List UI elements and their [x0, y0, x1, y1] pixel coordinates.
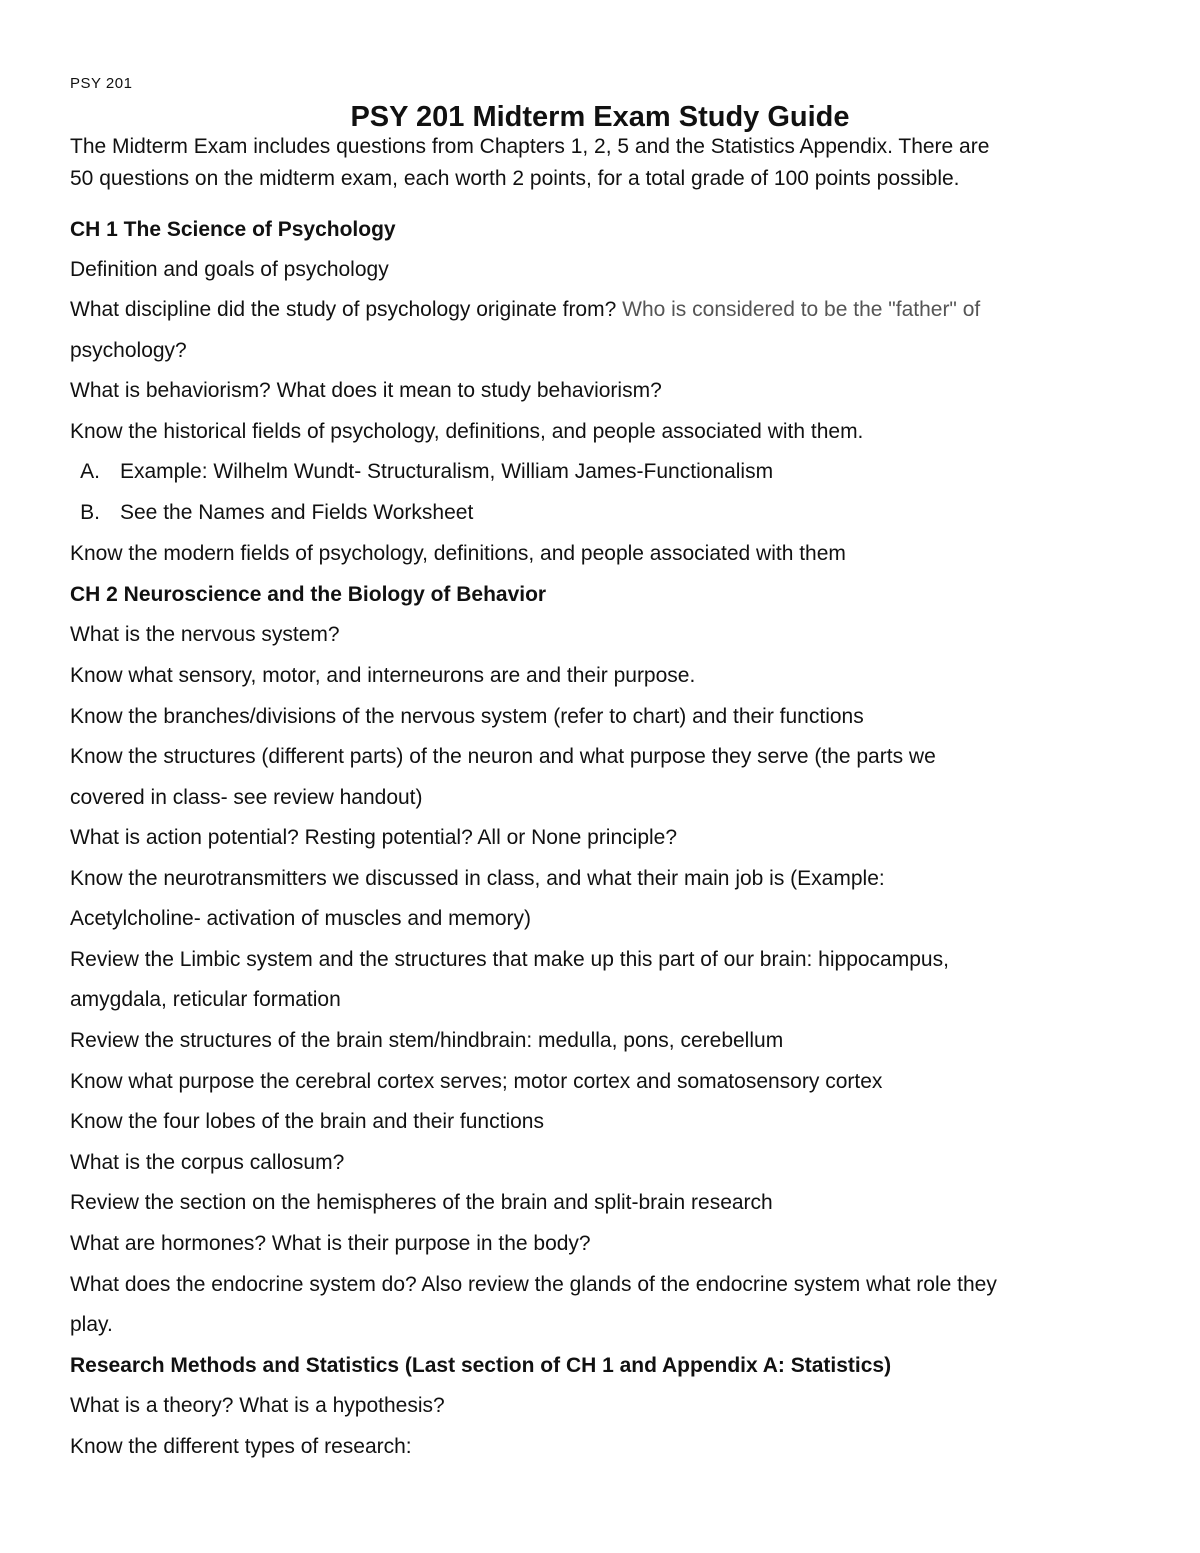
study-item: Review the structures of the brain stem/hindbrain: medulla, pons, cerebellum	[70, 1029, 784, 1052]
section-heading-ch2: CH 2 Neuroscience and the Biology of Behavior	[70, 583, 547, 606]
study-item: Know the neurotransmitters we discussed in class, and what their main job is (Example:	[70, 867, 885, 890]
list-item-text: See the Names and Fields Worksheet	[120, 501, 474, 524]
study-item: psychology?	[70, 339, 187, 362]
study-item: covered in class- see review handout)	[70, 786, 423, 809]
list-item-text: Example: Wilhelm Wundt- Structuralism, William James-Functionalism	[120, 460, 774, 483]
study-item: Acetylcholine- activation of muscles and memory)	[70, 907, 532, 930]
study-item: What is behaviorism? What does it mean to study behaviorism?	[70, 379, 662, 402]
study-item: Know the modern fields of psychology, definitions, and people associated with them	[70, 542, 846, 565]
study-item: Know what purpose the cerebral cortex serves; motor cortex and somatosensory cortex	[70, 1070, 883, 1093]
section-heading-research: Research Methods and Statistics (Last section of CH 1 and Appendix A: Statistics)	[70, 1354, 892, 1377]
study-item: What does the endocrine system do? Also review the glands of the endocrine system what role they	[70, 1273, 997, 1296]
study-item: What is action potential? Resting potential? All or None principle?	[70, 826, 678, 849]
study-item: Review the Limbic system and the structures that make up this part of our brain: hippocampus,	[70, 948, 949, 971]
intro-line: 50 questions on the midterm exam, each worth 2 points, for a total grade of 100 points possible.	[70, 167, 960, 190]
study-item-text-gray: Who is considered to be the "father" of	[616, 298, 981, 321]
study-item-text: What discipline did the study of psychology originate from?	[70, 298, 617, 321]
document-title: PSY 201 Midterm Exam Study Guide	[350, 101, 850, 133]
section-heading-ch1: CH 1 The Science of Psychology	[70, 218, 396, 241]
study-item: Know the different types of research:	[70, 1435, 412, 1458]
list-marker: B.	[80, 501, 100, 524]
study-item: Know the four lobes of the brain and their functions	[70, 1110, 544, 1133]
study-item: Review the section on the hemispheres of the brain and split-brain research	[70, 1191, 773, 1214]
running-header: PSY 201	[70, 75, 133, 92]
study-item: Know what sensory, motor, and interneurons are and their purpose.	[70, 664, 696, 687]
study-item: What is the corpus callosum?	[70, 1151, 345, 1174]
study-item: amygdala, reticular formation	[70, 988, 341, 1011]
study-item: play.	[70, 1313, 113, 1336]
study-item: Definition and goals of psychology	[70, 258, 389, 281]
study-item: What is the nervous system?	[70, 623, 340, 646]
list-item	[50, 500, 473, 526]
study-item: What is a theory? What is a hypothesis?	[70, 1394, 445, 1417]
study-item	[70, 297, 980, 323]
intro-line: The Midterm Exam includes questions from Chapters 1, 2, 5 and the Statistics Appendix. There are	[70, 135, 990, 158]
list-marker: A.	[80, 460, 100, 483]
study-item: Know the historical fields of psychology, definitions, and people associated with them.	[70, 420, 864, 443]
list-item	[50, 459, 773, 485]
study-item: What are hormones? What is their purpose in the body?	[70, 1232, 591, 1255]
study-item: Know the structures (different parts) of the neuron and what purpose they serve (the parts we	[70, 745, 936, 768]
study-item: Know the branches/divisions of the nervous system (refer to chart) and their functions	[70, 705, 864, 728]
